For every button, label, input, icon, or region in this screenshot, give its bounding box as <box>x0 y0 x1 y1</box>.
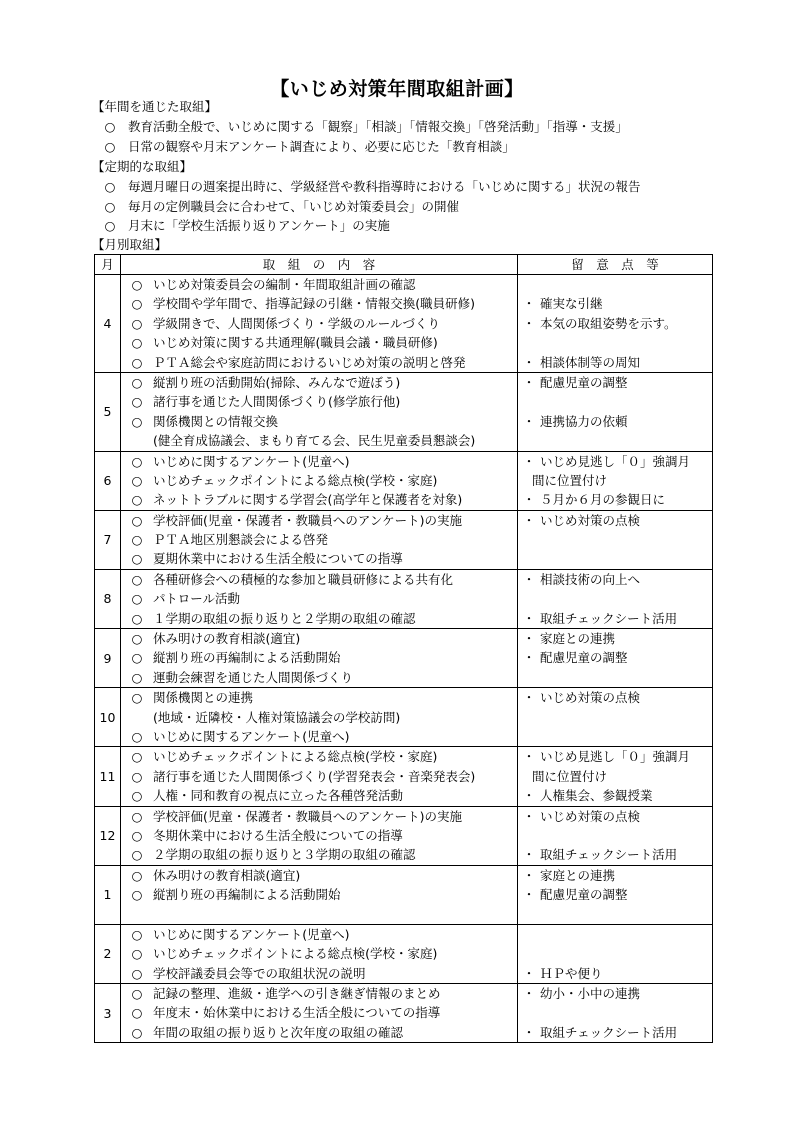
content-line <box>121 925 517 944</box>
dot-bullet: ・ <box>522 986 536 1002</box>
note-line <box>518 294 712 313</box>
content-text: 学校評価(児童・保護者・教職員へのアンケート)の実施 <box>153 808 463 824</box>
content-line <box>121 333 517 352</box>
content-text: １学期の取組の振り返りと２学期の取組の確認 <box>153 610 416 626</box>
table-row <box>95 924 713 983</box>
note-text: 取組チェックシート活用 <box>540 610 678 626</box>
note-line <box>518 629 712 648</box>
content-text: 諸行事を通じた人間関係づくり(修学旅行他) <box>153 394 401 410</box>
content-text: いじめに関するアンケート(児童へ) <box>153 453 350 469</box>
table-row <box>95 806 713 865</box>
header-month: 月 <box>95 255 121 275</box>
circle-bullet: ○ <box>131 965 143 981</box>
month-cell: 5 <box>95 372 121 451</box>
content-line <box>121 1023 517 1042</box>
content-text: 年度末・始休業中における生活全般についての指導 <box>153 1005 441 1021</box>
note-line <box>518 964 712 983</box>
dot-bullet: ・ <box>522 315 536 331</box>
content-text: 夏期休業中における生活全般についての指導 <box>153 551 403 567</box>
table-row <box>95 984 713 1043</box>
note-text: 人権集会、参観授業 <box>540 788 653 804</box>
content-text: 縦割り班の再編制による活動開始 <box>153 650 341 666</box>
note-line <box>518 373 712 392</box>
month-cell: 4 <box>95 275 121 373</box>
note-line <box>518 845 712 864</box>
dot-bullet: ・ <box>522 847 536 863</box>
content-line <box>121 964 517 983</box>
content-line <box>121 530 517 549</box>
content-text: ２学期の取組の振り返りと３学期の取組の確認 <box>153 847 416 863</box>
content-cell <box>121 510 518 569</box>
content-line <box>121 609 517 628</box>
dot-bullet: ・ <box>522 610 536 626</box>
note-line <box>518 866 712 885</box>
note-text: 間に位置付け <box>532 768 608 784</box>
note-line <box>518 984 712 1003</box>
circle-bullet: ○ <box>131 946 143 962</box>
circle-bullet: ○ <box>131 453 143 469</box>
note-line <box>518 511 712 530</box>
header-content: 取 組 の 内 容 <box>121 255 518 275</box>
content-line <box>121 373 517 392</box>
content-text: 冬期休業中における生活全般についての指導 <box>153 827 403 843</box>
content-cell <box>121 806 518 865</box>
content-line <box>121 392 517 411</box>
circle-bullet: ○ <box>104 199 116 214</box>
notes-cell <box>518 275 713 373</box>
content-line <box>121 767 517 786</box>
note-line <box>518 314 712 333</box>
note-text: 相談体制等の周知 <box>540 354 641 370</box>
dot-bullet: ・ <box>522 788 536 804</box>
content-text: パトロール活動 <box>153 591 241 607</box>
table-row <box>95 510 713 569</box>
header-notes: 留 意 点 等 <box>518 255 713 275</box>
yearly-item: ○ 教育活動全般で、いじめに関する「観察」「相談」「情報交換」「啓発活動」「指導・支援」 <box>92 117 628 136</box>
content-line <box>121 549 517 568</box>
notes-cell <box>518 984 713 1043</box>
note-line <box>518 490 712 509</box>
note-line <box>518 688 712 707</box>
dot-bullet: ・ <box>522 965 536 981</box>
note-text: 連携協力の依頼 <box>540 413 628 429</box>
note-line <box>518 885 712 904</box>
note-text: 本気の取組姿勢を示す。 <box>540 315 677 331</box>
notes-cell <box>518 629 713 688</box>
note-text: 間に位置付け <box>532 472 608 488</box>
note-text: 取組チェックシート活用 <box>540 1024 678 1040</box>
content-text: ネットトラブルに関する学習会(高学年と保護者を対象) <box>153 492 463 508</box>
table-row <box>95 275 713 373</box>
content-text: 運動会練習を通じた人間関係づくり <box>153 669 354 685</box>
circle-bullet: ○ <box>131 472 143 488</box>
dot-bullet: ・ <box>522 374 536 390</box>
content-line <box>121 747 517 766</box>
table-row <box>95 747 713 806</box>
content-text: 縦割り班の活動開始(掃除、みんなで遊ぼう) <box>153 374 401 390</box>
yearly-item: ○ 日常の観察や月末アンケート調査により、必要に応じた「教育相談」 <box>92 137 515 156</box>
circle-bullet: ○ <box>131 631 143 647</box>
table-row <box>95 865 713 924</box>
content-line <box>121 866 517 885</box>
content-line <box>121 511 517 530</box>
dot-bullet: ・ <box>522 453 536 469</box>
content-line <box>121 353 517 372</box>
circle-bullet: ○ <box>131 986 143 1002</box>
content-line <box>121 490 517 509</box>
content-line <box>121 275 517 294</box>
circle-bullet: ○ <box>131 768 143 784</box>
section-heading-yearly: 【年間を通じた取組】 <box>92 99 218 114</box>
content-cell <box>121 865 518 924</box>
circle-bullet: ○ <box>131 1024 143 1040</box>
note-text: 配慮児童の調整 <box>540 887 628 903</box>
content-text: いじめチェックポイントによる総点検(学校・家庭) <box>153 749 438 765</box>
circle-bullet: ○ <box>131 413 143 429</box>
content-line <box>121 984 517 1003</box>
content-text: ＰＴＡ総会や家庭訪問におけるいじめ対策の説明と啓発 <box>153 354 466 370</box>
dot-bullet: ・ <box>522 887 536 903</box>
circle-bullet: ○ <box>131 551 143 567</box>
note-line <box>518 471 712 490</box>
content-line <box>121 845 517 864</box>
content-cell <box>121 688 518 747</box>
content-line <box>121 786 517 805</box>
circle-bullet: ○ <box>131 374 143 390</box>
circle-bullet: ○ <box>131 492 143 508</box>
circle-bullet: ○ <box>104 139 116 154</box>
content-text: 関係機関との情報交換 <box>153 413 279 429</box>
content-line <box>121 471 517 490</box>
notes-cell <box>518 372 713 451</box>
note-text: いじめ対策の点検 <box>540 690 641 706</box>
notes-cell <box>518 806 713 865</box>
content-text: いじめに関するアンケート(児童へ) <box>153 926 350 942</box>
circle-bullet: ○ <box>131 277 143 292</box>
note-line <box>518 648 712 667</box>
content-line <box>121 1003 517 1022</box>
content-cell <box>121 984 518 1043</box>
content-text: いじめチェックポイントによる総点検(学校・家庭) <box>153 946 438 962</box>
content-line <box>121 905 517 924</box>
notes-cell <box>518 451 713 510</box>
content-line <box>121 570 517 589</box>
section-heading-monthly: 【月別取組】 <box>92 237 168 252</box>
note-text: 配慮児童の調整 <box>540 650 628 666</box>
content-text: 学級開きで、人間関係づくり・学級のルールづくり <box>153 315 441 331</box>
section-heading-regular: 【定期的な取組】 <box>92 159 193 174</box>
regular-item: ○ 毎週月曜日の週案提出時に、学級経営や教科指導時における「いじめに関する」状況の報告 <box>92 177 641 196</box>
content-text: 学校間や学年間で、指導記録の引継・情報交換(職員研修) <box>153 296 476 312</box>
month-cell: 10 <box>95 688 121 747</box>
circle-bullet: ○ <box>131 335 143 351</box>
content-line <box>121 431 517 450</box>
note-line <box>518 275 712 294</box>
content-text: (健全育成協議会、まもり育てる会、民生児童委員懇談会) <box>153 433 476 449</box>
content-text: 学校評議委員会等での取組状況の説明 <box>153 965 366 981</box>
circle-bullet: ○ <box>131 512 143 528</box>
circle-bullet: ○ <box>131 867 143 883</box>
note-line <box>518 767 712 786</box>
dot-bullet: ・ <box>522 808 536 824</box>
content-cell <box>121 924 518 983</box>
content-line <box>121 452 517 471</box>
circle-bullet: ○ <box>131 669 143 685</box>
content-text: 縦割り班の再編制による活動開始 <box>153 887 341 903</box>
table-row <box>95 372 713 451</box>
regular-item: ○ 毎月の定例職員会に合わせて、「いじめ対策委員会」の開催 <box>92 197 459 216</box>
note-line <box>518 925 712 944</box>
content-line <box>121 807 517 826</box>
content-cell <box>121 372 518 451</box>
content-text: 各種研修会への積極的な参加と職員研修による共有化 <box>153 571 454 587</box>
content-cell <box>121 629 518 688</box>
circle-bullet: ○ <box>131 808 143 824</box>
circle-bullet: ○ <box>131 394 143 410</box>
content-text: ＰＴＡ地区別懇談会による啓発 <box>153 532 329 548</box>
notes-cell <box>518 865 713 924</box>
circle-bullet: ○ <box>104 218 116 233</box>
content-line <box>121 708 517 727</box>
note-line <box>518 747 712 766</box>
note-text: 配慮児童の調整 <box>540 374 628 390</box>
content-text: 年間の取組の振り返りと次年度の取組の確認 <box>153 1024 404 1040</box>
note-line <box>518 392 712 411</box>
circle-bullet: ○ <box>131 788 143 804</box>
content-text: 休み明けの教育相談(適宜) <box>153 867 301 883</box>
content-line <box>121 688 517 707</box>
dot-bullet: ・ <box>522 492 536 508</box>
note-text: 相談技術の向上へ <box>540 571 641 587</box>
note-line <box>518 589 712 608</box>
table-row <box>95 688 713 747</box>
month-cell: 11 <box>95 747 121 806</box>
content-line <box>121 727 517 746</box>
content-text: (地域・近隣校・人権対策協議会の学校訪問) <box>153 709 401 725</box>
dot-bullet: ・ <box>522 354 536 370</box>
circle-bullet: ○ <box>131 591 143 607</box>
note-line <box>518 826 712 845</box>
content-text: いじめに関するアンケート(児童へ) <box>153 728 350 744</box>
month-cell: 1 <box>95 865 121 924</box>
note-text: 確実な引継 <box>540 296 603 312</box>
content-cell <box>121 747 518 806</box>
month-cell: 12 <box>95 806 121 865</box>
note-line <box>518 570 712 589</box>
note-text: ＨＰや便り <box>540 965 603 981</box>
content-line <box>121 944 517 963</box>
content-line <box>121 589 517 608</box>
content-line <box>121 314 517 333</box>
note-line <box>518 452 712 471</box>
note-line <box>518 944 712 963</box>
content-line <box>121 885 517 904</box>
dot-bullet: ・ <box>522 1024 536 1040</box>
month-cell: 8 <box>95 569 121 628</box>
content-line <box>121 826 517 845</box>
table-row <box>95 629 713 688</box>
content-cell <box>121 451 518 510</box>
content-text: 人権・同和教育の視点に立った各種啓発活動 <box>153 788 404 804</box>
note-line <box>518 353 712 372</box>
circle-bullet: ○ <box>104 119 116 134</box>
circle-bullet: ○ <box>131 1005 143 1021</box>
circle-bullet: ○ <box>131 650 143 666</box>
content-text: いじめ対策委員会の編制・年間取組計画の確認 <box>153 277 416 292</box>
month-cell: 9 <box>95 629 121 688</box>
dot-bullet: ・ <box>522 650 536 666</box>
dot-bullet: ・ <box>522 512 536 528</box>
circle-bullet: ○ <box>131 354 143 370</box>
content-text: 記録の整理、進級・進学への引き継ぎ情報のまとめ <box>153 986 441 1002</box>
content-cell <box>121 569 518 628</box>
note-text: いじめ見逃し「０」強調月 <box>540 749 691 765</box>
circle-bullet: ○ <box>131 315 143 331</box>
notes-cell <box>518 924 713 983</box>
note-line <box>518 1023 712 1042</box>
note-line <box>518 786 712 805</box>
notes-cell <box>518 569 713 628</box>
table-row <box>95 569 713 628</box>
note-line <box>518 333 712 352</box>
circle-bullet: ○ <box>131 532 143 548</box>
content-line <box>121 412 517 431</box>
circle-bullet: ○ <box>104 179 116 194</box>
content-text: いじめ対策に関する共通理解(職員会議・職員研修) <box>153 335 438 351</box>
dot-bullet: ・ <box>522 413 536 429</box>
circle-bullet: ○ <box>131 728 143 744</box>
month-cell: 7 <box>95 510 121 569</box>
circle-bullet: ○ <box>131 296 143 312</box>
dot-bullet: ・ <box>522 571 536 587</box>
page-title: 【いじめ対策年間取組計画】 <box>270 78 524 100</box>
content-line <box>121 648 517 667</box>
note-text: いじめ見逃し「０」強調月 <box>540 453 691 469</box>
table-row <box>95 451 713 510</box>
circle-bullet: ○ <box>131 571 143 587</box>
content-text: いじめチェックポイントによる総点検(学校・家庭) <box>153 472 438 488</box>
content-text: 諸行事を通じた人間関係づくり(学習発表会・音楽発表会) <box>153 768 476 784</box>
notes-cell <box>518 510 713 569</box>
note-text: いじめ対策の点検 <box>540 808 641 824</box>
note-text: 家庭との連携 <box>540 631 616 647</box>
content-text: 学校評価(児童・保護者・教職員へのアンケート)の実施 <box>153 512 463 528</box>
month-cell: 3 <box>95 984 121 1043</box>
monthly-plan-table <box>94 254 713 1043</box>
dot-bullet: ・ <box>522 690 536 706</box>
month-cell: 6 <box>95 451 121 510</box>
dot-bullet: ・ <box>522 296 536 312</box>
dot-bullet: ・ <box>522 749 536 765</box>
table-body <box>95 275 713 1043</box>
circle-bullet: ○ <box>131 887 143 903</box>
month-cell: 2 <box>95 924 121 983</box>
note-line <box>518 609 712 628</box>
content-text: 関係機関との連携 <box>153 690 254 706</box>
notes-cell <box>518 747 713 806</box>
circle-bullet: ○ <box>131 847 143 863</box>
content-line <box>121 294 517 313</box>
dot-bullet: ・ <box>522 867 536 883</box>
circle-bullet: ○ <box>131 749 143 765</box>
table-header-row <box>95 255 713 275</box>
note-line <box>518 412 712 431</box>
note-line <box>518 1003 712 1022</box>
circle-bullet: ○ <box>131 827 143 843</box>
note-text: 家庭との連携 <box>540 867 616 883</box>
content-text: 休み明けの教育相談(適宜) <box>153 631 301 647</box>
note-line <box>518 807 712 826</box>
dot-bullet: ・ <box>522 631 536 647</box>
circle-bullet: ○ <box>131 926 143 942</box>
circle-bullet: ○ <box>131 690 143 706</box>
note-text: ５月か６月の参観日に <box>540 492 666 508</box>
content-line <box>121 668 517 687</box>
circle-bullet: ○ <box>131 610 143 626</box>
note-text: いじめ対策の点検 <box>540 512 641 528</box>
notes-cell <box>518 688 713 747</box>
regular-item: ○ 月末に「学校生活振り返りアンケート」の実施 <box>92 216 390 235</box>
content-line <box>121 629 517 648</box>
content-cell <box>121 275 518 373</box>
note-text: 取組チェックシート活用 <box>540 847 678 863</box>
note-text: 幼小・小中の連携 <box>540 986 641 1002</box>
